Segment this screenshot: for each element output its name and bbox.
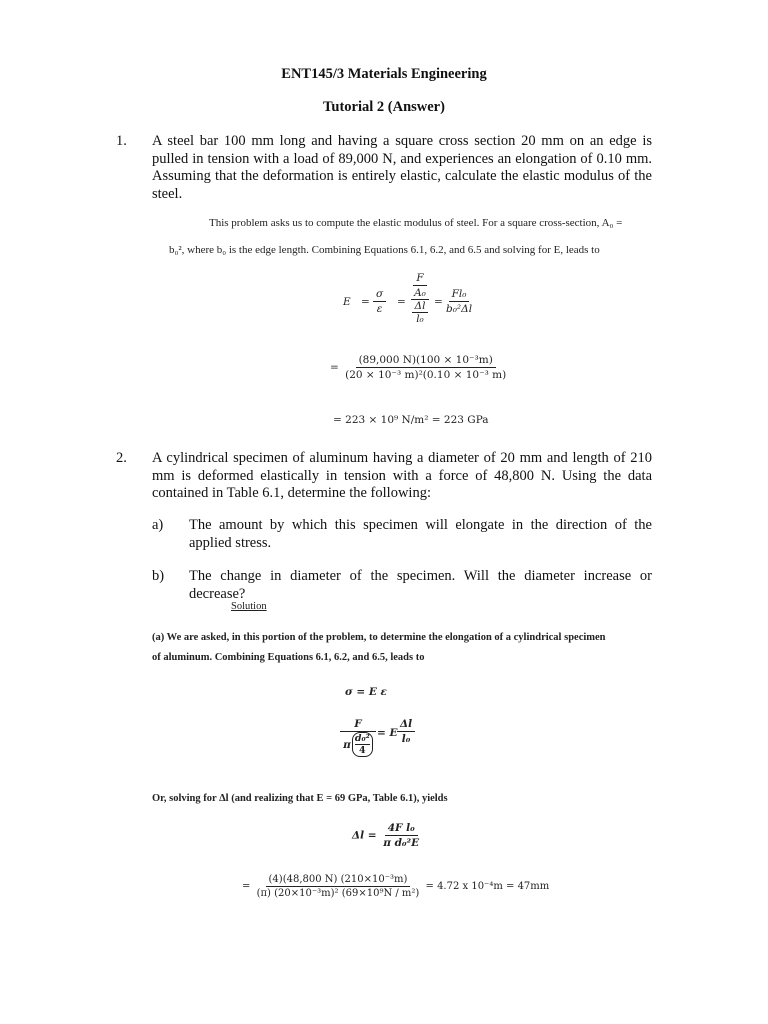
- eq-four: 4: [359, 745, 366, 756]
- document-subtitle: Tutorial 2 (Answer): [323, 99, 445, 115]
- q2-elongation-formula: [352, 822, 422, 849]
- question-2b-label: b): [152, 568, 165, 584]
- eq-equals: =: [330, 361, 343, 374]
- eq-E: E: [343, 296, 351, 308]
- eq-Fl0: Fl₀: [449, 288, 470, 302]
- q1-solution-line-1: This problem asks us to compute the elastic modulus of steel. For a square cross-section, A₀ =: [209, 217, 623, 229]
- eq-pi: π: [343, 738, 351, 751]
- question-1-text: A steel bar 100 mm long and having a square cross section 20 mm on an edge is pulled in tension with a load of 89,000 N, and experiences an elongation of 0.10 mm. Assuming that the deformation is entirely elastic, calculate the elastic modulus of the steel.: [152, 133, 652, 202]
- eq-equals: =: [361, 296, 370, 308]
- question-2-number: 2.: [116, 450, 127, 466]
- eq-area: [340, 732, 376, 757]
- q1-numerator: (89,000 N)(100 × 10⁻³m): [356, 354, 496, 368]
- eq-Fl0-over-b0dl: [443, 288, 475, 315]
- q2-stress-equation: [340, 718, 430, 766]
- q2-final-result: = 4.72 x 10⁻⁴m = 47mm: [425, 881, 550, 892]
- q2-hooke-law: σ = E ε: [345, 686, 387, 698]
- eq-4Fl0: 4F l₀: [385, 822, 418, 836]
- document-title: ENT145/3 Materials Engineering: [281, 66, 487, 82]
- q1-result: = 223 × 10⁹ N/m² = 223 GPa: [333, 414, 489, 426]
- question-2b-text: The change in diameter of the specimen. Will the diameter increase or decrease?: [189, 568, 652, 602]
- eq-elongation-fraction: [380, 822, 422, 849]
- eq-l0: l₀: [416, 313, 424, 325]
- q1-substitution: [330, 354, 509, 381]
- eq-paren: [352, 732, 373, 757]
- eq-b0sq-dl: b₀²Δl: [446, 303, 473, 315]
- eq-pid0E: π d₀²E: [383, 837, 420, 849]
- eq-equals-E: = E: [377, 727, 398, 739]
- q1-modulus-equation: [343, 272, 483, 338]
- q1-denominator: (20 × 10⁻³ m)²(0.10 × 10⁻³ m): [345, 369, 507, 381]
- question-2-text: A cylindrical specimen of aluminum having a diameter of 20 mm and length of 210 mm is deformed elastically in tension with a force of 48,800 N. Using the data contained in Table 6.1, determine the following:: [152, 450, 652, 501]
- eq-F: F: [413, 272, 426, 286]
- eq-compound-fraction: [407, 272, 433, 325]
- eq-sigma: σ: [373, 288, 386, 302]
- q1-substitution-fraction: [342, 354, 509, 381]
- question-1-number: 1.: [116, 133, 127, 149]
- eq-delta-l: Δl: [397, 718, 415, 732]
- q2-final-fraction: [254, 874, 423, 899]
- q2-final-denominator: (π) (20×10⁻³m)² (69×10⁹N / m²): [256, 888, 420, 899]
- q2-final-computation: [242, 874, 549, 899]
- eq-l0: l₀: [401, 733, 411, 745]
- eq-equals: =: [242, 881, 251, 892]
- q1-solution-line-2: b₀², where b₀ is the edge length. Combining Equations 6.1, 6.2, and 6.5 and solving for E, leads to: [169, 244, 600, 256]
- q2-solution-line-3: Or, solving for Δl (and realizing that E = 69 GPa, Table 6.1), yields: [152, 793, 448, 804]
- eq-F: F: [340, 718, 376, 732]
- q2-solution-line-1: (a) We are asked, in this portion of the problem, to determine the elongation of a cylindrical specimen: [152, 632, 606, 643]
- eq-sigma-over-eps: [373, 288, 386, 315]
- eq-equals: =: [434, 296, 443, 308]
- eq-dl-lhs: Δl =: [352, 829, 377, 842]
- q2-solution-line-2: of aluminum. Combining Equations 6.1, 6.2, and 6.5, leads to: [152, 652, 425, 663]
- eq-F-over-area: [340, 718, 376, 757]
- eq-dl-over-l0: [397, 718, 415, 745]
- eq-d0sq: d₀²: [354, 733, 370, 744]
- q2-final-numerator: (4)(48,800 N) (210×10⁻³m): [266, 874, 411, 887]
- eq-eps: ε: [376, 303, 383, 315]
- eq-A0: A₀: [411, 286, 429, 300]
- eq-delta-l: Δl: [412, 300, 429, 313]
- eq-equals: =: [397, 296, 406, 308]
- question-2a-text: The amount by which this specimen will elongate in the direction of the applied stress.: [189, 517, 652, 551]
- q2-solution-heading: Solution: [231, 601, 267, 612]
- question-2a-label: a): [152, 517, 164, 533]
